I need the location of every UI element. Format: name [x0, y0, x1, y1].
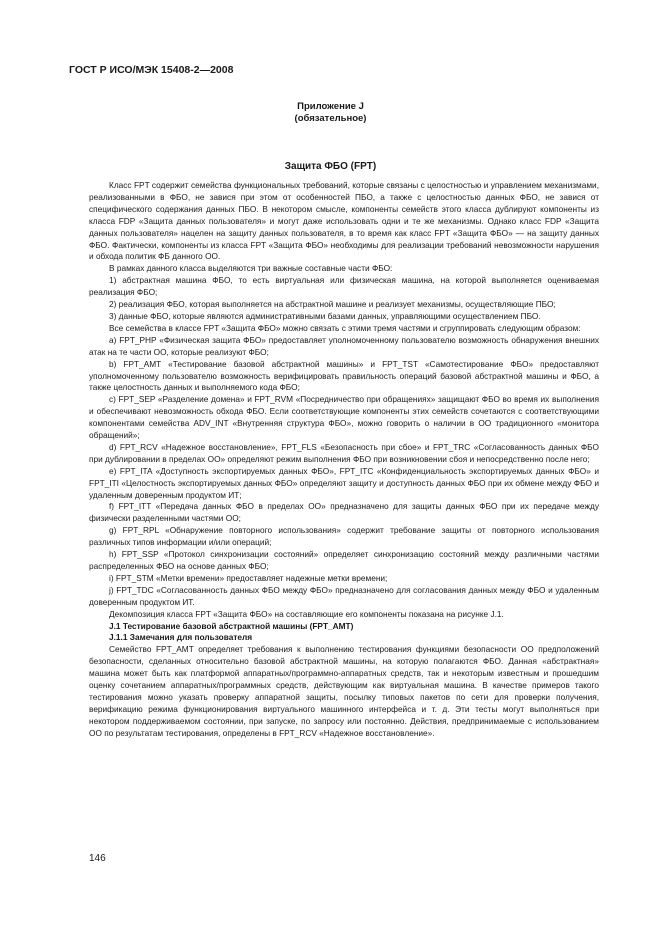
paragraph: Декомпозиция класса FPT «Защита ФБО» на составляющие его компоненты показана на рисунке J.1. [109, 608, 504, 619]
list-item: f) FPT_ITT «Передача данных ФБО в пределах ОО» предназначено для защиты данных ФБО при их передаче между физически разделенными частями ОО; [89, 501, 599, 524]
paragraph: Класс FPT содержит семейства функциональных требований, которые связаны с целостностью и управлением механизмами, реализованными в ФБО, не завися при этом от особенностей ПБО, а также с целостностью данных ФБО, не завися от специфического содержания данных ПБО. В некотором смысле, компоненты семейств этого класса дублируют компоненты из класса FDP «Защита данных пользователя» и могут даже использовать одни и те же механизмы. Однако класс FDP «Защита данных пользователя» нацелен на защиту данных пользователя, в то время как класс FPT «Защита ФБО» — на защиту данных ФБО. Фактически, компоненты из класса FPT «Защита ФБО» необходимы для реализации требований невозможности нарушения и обхода политик ФБ данного ОО. [89, 180, 599, 262]
list-item: i) FPT_STM «Метки времени» предоставляет надежные метки времени; [109, 572, 388, 583]
appendix-subtitle: (обязательное) [294, 113, 367, 124]
section-title: Защита ФБО (FPT) [284, 161, 377, 172]
page-number: 146 [89, 853, 106, 864]
list-item: d) FPT_RCV «Надежное восстановление», FPT_FLS «Безопасность при сбое» и FPT_TRC «Согласованность данных ФБО при дублировании в пределах ОО» определяют режим выполнения ФБО при возникновении сбоя и непосредственно после него; [89, 441, 599, 464]
list-item: 3) данные ФБО, которые являются административными базами данных, управляющими осуществлением ПБО. [109, 310, 541, 321]
paragraph: Семейство FPT_AMT определяет требования к выполнению тестирования функциями безопасности ОО предположений безопасности, сделанных относительно базовой абстрактной машины, на которую полагаются ФБО. Данная «абстрактная» машина может быть как платформой аппаратных/программно-аппаратных средств, так и некоторым известным и прошедшим оценку сочетанием аппаратных/программных средств, действующим как виртуальная машина. В качестве примеров такого тестирования можно указать проверку аппаратной защиты, посылку типовых пакетов по сети для проверки получения, верификацию режима функционирования виртуального машинного интерфейса и т. д. Эти тесты могут выполняться при некотором поддерживаемом состоянии, при запуске, по запросу или постоянно. Действия, предпринимаемые с использованием ОО по результатам тестирования, определены в FPT_RCV «Надежное восстановление». [89, 644, 599, 738]
subsubsection-heading: J.1.1 Замечания для пользователя [109, 632, 253, 643]
body-text [89, 180, 599, 740]
appendix-title: Приложение J [297, 101, 364, 112]
document-header: ГОСТ Р ИСО/МЭК 15408-2—2008 [69, 64, 234, 76]
list-item: a) FPT_PHP «Физическая защита ФБО» предоставляет уполномоченному пользователю возможность обнаружения внешних атак на те части ОО, которые реализуют ФБО; [89, 334, 599, 357]
list-item: h) FPT_SSP «Протокол синхронизации состояний» определяет синхронизацию состояний между различными частями распределенных ФБО на основе данных ФБО; [89, 549, 599, 571]
subsection-heading: J.1 Тестирование базовой абстрактной машины (FPT_AMT) [109, 620, 354, 631]
paragraph: В рамках данного класса выделяются три важные составные части ФБО: [109, 263, 393, 274]
paragraph: Все семейства в классе FPT «Защита ФБО» можно связать с этими тремя частями и сгруппировать следующим образом: [109, 322, 581, 333]
list-item: j) FPT_TDC «Согласованность данных ФБО между ФБО» предназначено для согласования данных между ФБО и удаленным доверенным продуктом ИТ. [89, 584, 599, 607]
list-item: 1) абстрактная машина ФБО, то есть виртуальная или физическая машина, на которой выполняется оцениваемая реализация ФБО; [89, 275, 599, 298]
list-item: b) FPT_AMT «Тестирование базовой абстрактной машины» и FPT_TST «Самотестирование ФБО» предоставляют уполномоченному пользователю возможность верифицировать правильность операций базовой абстрактной машины и ФБО, а также целостность данных и выполняемого кода ФБО; [89, 358, 599, 393]
list-item: g) FPT_RPL «Обнаружение повторного использования» содержит требование защиты от повторного использования различных типов информации и/или операций; [89, 525, 599, 548]
list-item: e) FPT_ITA «Доступность экспортируемых данных ФБО», FPT_ITC «Конфиденциальность экспортируемых данных ФБО» и FPT_ITI «Целостность экспортируемых данных ФБО» определяют защиту и доступность данных ФБО при их обмене между ФБО и удаленным доверенным продуктом ИТ; [89, 465, 599, 500]
list-item: c) FPT_SEP «Разделение домена» и FPT_RVM «Посредничество при обращениях» защищают ФБО во время их выполнения и обеспечивают невозможность обхода ФБО. Если соответствующие компоненты этих семейств сочетаются с соответствующими компонентами семейства ADV_INT «Внутренняя структура ФБО», можно говорить о наличии в ОО традиционного «монитора обращений»; [89, 394, 599, 441]
list-item: 2) реализация ФБО, которая выполняется на абстрактной машине и реализует механизмы, осуществляющие ПБО; [109, 299, 556, 310]
